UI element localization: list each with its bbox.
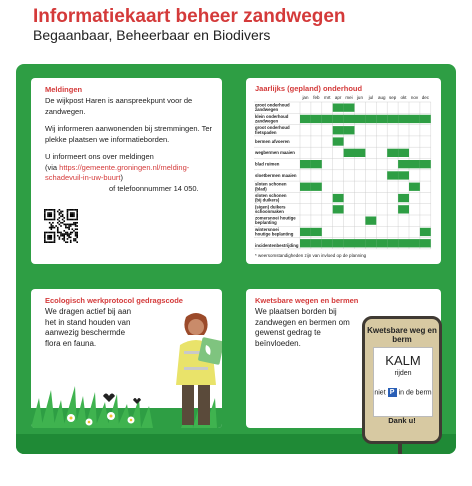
schedule-bar <box>365 239 376 247</box>
page-subtitle: Begaanbaar, Beheerbaar en Biodivers <box>33 27 271 43</box>
schedule-bar <box>333 126 344 134</box>
schedule-footnote: * weersomstandigheden zijn van invloed op de planning <box>255 253 367 258</box>
sign-title: Kwetsbare weg en berm <box>367 326 437 344</box>
link-open-paren: (via <box>45 162 60 172</box>
activity-label: sloten schonen <box>255 193 287 198</box>
onderhoud-heading: Jaarlijks (gepland) onderhoud <box>255 84 363 93</box>
activity-label: fietspaden <box>255 129 277 135</box>
activity-label: klein onderhoud <box>255 113 289 119</box>
month-label: sep <box>389 95 397 100</box>
schedule-bar <box>311 239 322 247</box>
link-close-paren: ) <box>120 173 123 182</box>
activity-label: blad ruimen <box>255 161 280 167</box>
activity-label: wegbermen maaien <box>255 150 295 156</box>
melding-link[interactable]: https://gemeente.groningen.nl/melding-schadevuil-in-uw-buurt <box>45 162 190 182</box>
month-label: jun <box>356 95 363 100</box>
schedule-bar <box>333 239 344 247</box>
activity-label: zandwegen <box>255 118 279 124</box>
ecologie-card <box>31 289 222 428</box>
month-label: okt <box>400 95 407 100</box>
road-sign <box>362 316 442 444</box>
kwetsbaar-text: We plaatsen borden bij zandwegen en bermen om gewenst gedrag te beïnvloeden. <box>255 307 350 348</box>
schedule-bar <box>311 115 322 123</box>
ecologie-text: We dragen actief bij aan het in stand houden van aanwezig beschermde flora en fauna. <box>45 307 132 348</box>
schedule-bar <box>300 228 311 236</box>
sign-in-de-berm: in de berm <box>398 389 432 397</box>
kwetsbaar-heading: Kwetsbare wegen en bermen <box>255 296 359 305</box>
schedule-bar <box>344 239 355 247</box>
sign-niet: niet <box>374 389 386 397</box>
sign-rijden: rijden <box>394 370 412 377</box>
schedule-bar <box>376 115 387 123</box>
sign-panel <box>373 347 433 417</box>
sign-post <box>398 444 402 454</box>
sign-niet-line <box>374 388 432 397</box>
schedule-bar <box>398 149 409 157</box>
schedule-bar <box>322 239 333 247</box>
schedule-bar <box>311 183 322 191</box>
schedule-bar <box>398 239 409 247</box>
meldingen-text-4: of telefoonnummer 14 050. <box>109 183 199 193</box>
month-label: apr <box>334 95 342 100</box>
schedule-bar <box>300 183 311 191</box>
maintenance-schedule-chart <box>246 78 441 264</box>
schedule-bar <box>322 115 333 123</box>
month-label: feb <box>313 95 320 100</box>
activity-label: groot onderhoud <box>255 125 290 131</box>
meldingen-heading: Meldingen <box>45 85 83 94</box>
schedule-bar <box>398 171 409 179</box>
month-label: jan <box>302 95 309 100</box>
page-title: Informatiekaart beheer zandwegen <box>33 6 346 27</box>
parking-icon: P <box>388 388 397 397</box>
schedule-bar <box>398 115 409 123</box>
onderhoud-card <box>246 78 441 264</box>
schedule-bar <box>409 160 420 168</box>
sign-kalm: KALM <box>385 353 421 368</box>
activity-label: sloetbermen maaien <box>255 172 297 178</box>
activity-label: schoonmaken <box>255 208 284 214</box>
meldingen-link-line <box>45 163 213 184</box>
activity-label: zandwegen <box>255 107 279 113</box>
schedule-bar <box>344 126 355 134</box>
schedule-bar <box>355 115 366 123</box>
schedule-bar <box>420 239 431 247</box>
month-label: nov <box>410 95 419 100</box>
activity-label: zomersnoei houtige <box>255 215 296 221</box>
schedule-bar <box>333 205 344 213</box>
month-label: jul <box>368 95 374 100</box>
schedule-bar <box>344 149 355 157</box>
schedule-bar <box>344 104 355 112</box>
qr-code-icon[interactable] <box>44 209 78 243</box>
schedule-bar <box>355 149 366 157</box>
schedule-bar <box>333 137 344 145</box>
activity-label: (bij duikers) <box>255 197 280 203</box>
activity-label: sloten schonen <box>255 181 287 187</box>
meldingen-card <box>31 78 222 264</box>
ecologie-heading: Ecologisch werkprotocol gedragscode <box>45 296 183 305</box>
schedule-bar <box>355 239 366 247</box>
schedule-bar <box>409 115 420 123</box>
sign-dank: Dank u! <box>388 416 416 425</box>
activity-label: groot onderhoud <box>255 102 290 108</box>
meldingen-text-2: Wij informeren aanwonenden bij stremmingen. Ter plekke plaatsen we informatieborden. <box>45 124 213 144</box>
month-label: dec <box>421 95 429 100</box>
schedule-bar <box>311 160 322 168</box>
meldingen-text-3: U informeert ons over meldingen <box>45 152 154 161</box>
schedule-bar <box>398 194 409 202</box>
month-label: mei <box>345 95 353 100</box>
activity-label: wintersnoei <box>255 226 279 232</box>
activity-label: (blad) <box>255 186 267 192</box>
schedule-bar <box>365 115 376 123</box>
schedule-bar <box>333 115 344 123</box>
meldingen-text-1: De wijkpost Haren is aanspreekpunt voor de zandwegen. <box>45 96 193 116</box>
schedule-bar <box>387 115 398 123</box>
schedule-bar <box>333 194 344 202</box>
activity-label: bermen afvoeren <box>255 138 290 144</box>
month-label: mrt <box>324 95 331 100</box>
activity-label: incidentenbestrijding <box>255 242 299 248</box>
schedule-bar <box>311 228 322 236</box>
schedule-bar <box>376 239 387 247</box>
schedule-bar <box>420 160 431 168</box>
schedule-bar <box>420 115 431 123</box>
activity-label: (sigen) duikers <box>255 204 286 210</box>
activity-label: houtige beplanting <box>255 231 294 237</box>
schedule-bar <box>409 183 420 191</box>
schedule-bar <box>365 217 376 225</box>
month-label: aug <box>377 95 386 100</box>
schedule-bar <box>387 149 398 157</box>
worker-illustration <box>166 311 222 428</box>
schedule-bar <box>387 239 398 247</box>
schedule-bar <box>398 205 409 213</box>
schedule-bar <box>387 171 398 179</box>
schedule-bar <box>344 115 355 123</box>
schedule-bar <box>300 160 311 168</box>
schedule-bar <box>333 104 344 112</box>
schedule-bar <box>420 228 431 236</box>
activity-label: beplanting <box>255 220 277 226</box>
schedule-bar <box>300 239 311 247</box>
schedule-bar <box>398 160 409 168</box>
schedule-bar <box>300 115 311 123</box>
schedule-bar <box>409 239 420 247</box>
